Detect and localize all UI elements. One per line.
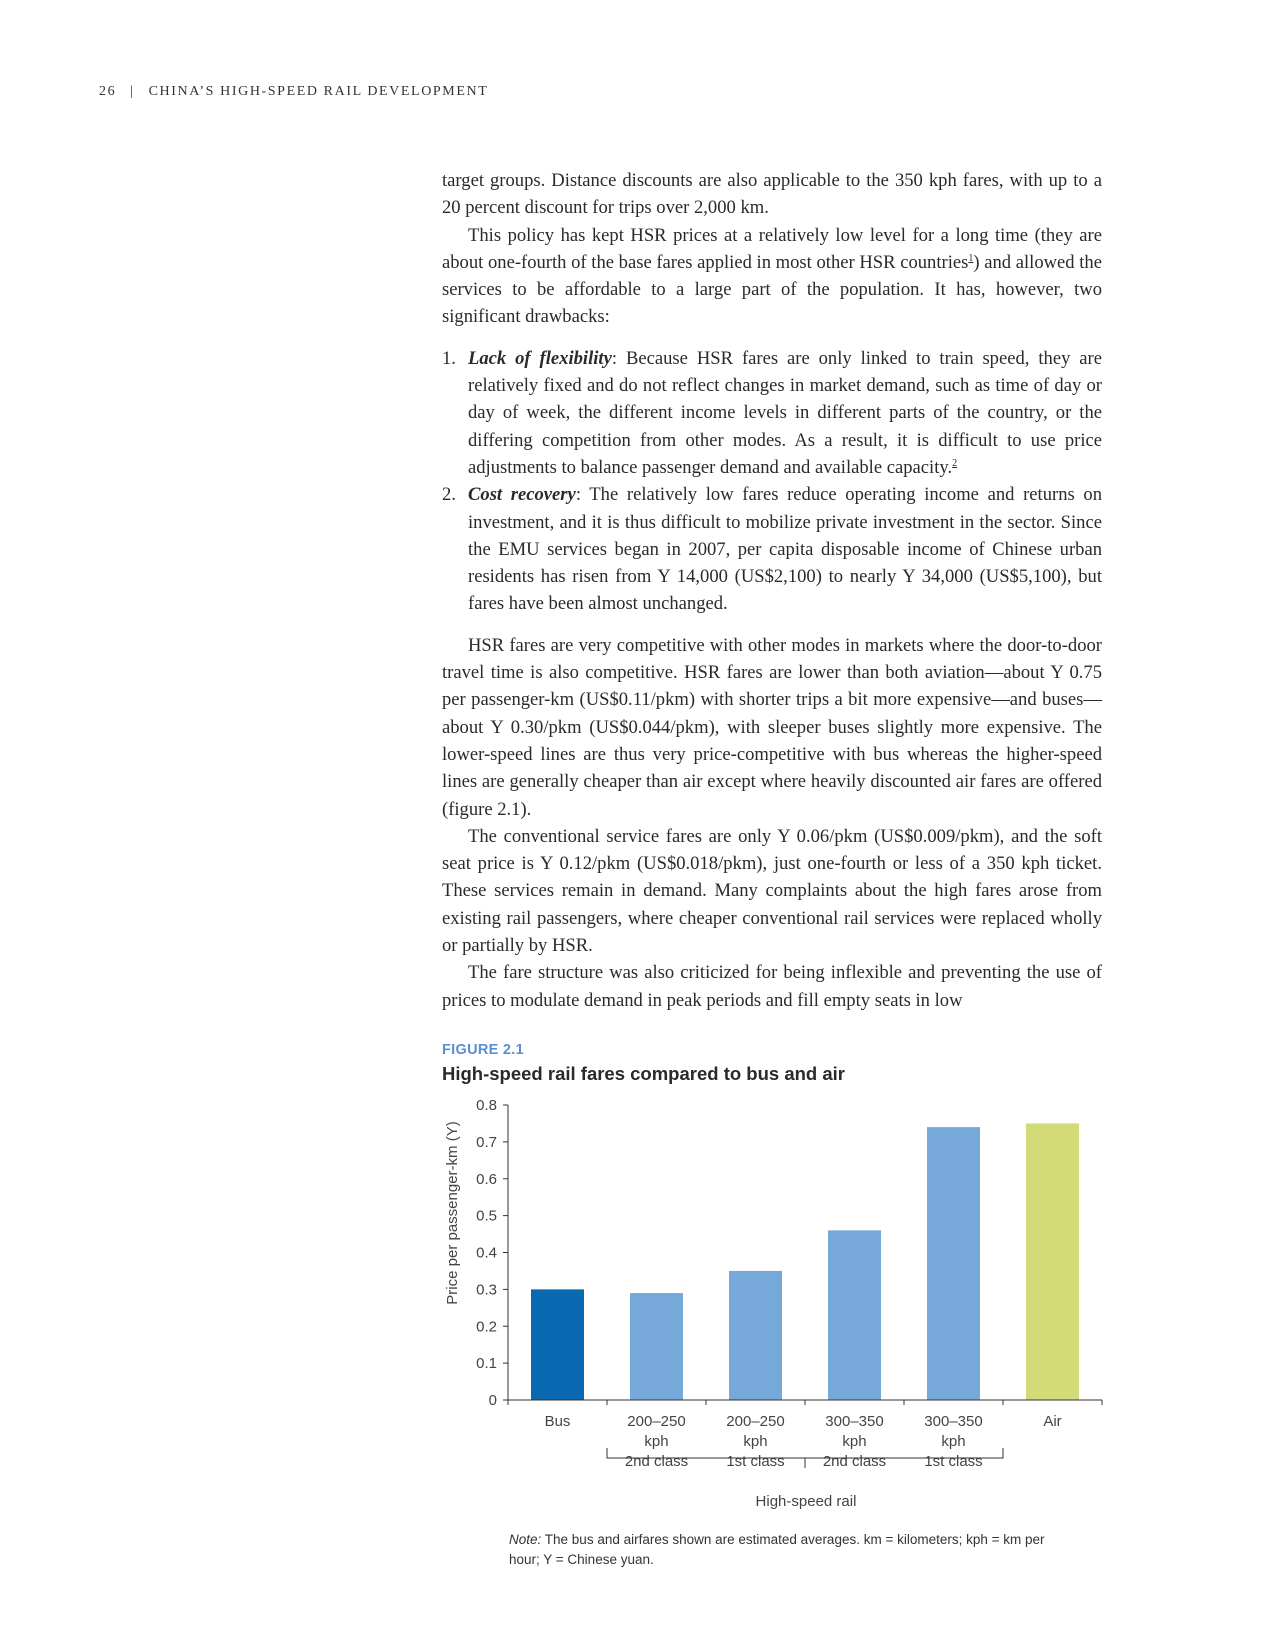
x-tick-label: Air: [1043, 1413, 1062, 1430]
figure-label: FIGURE 2.1: [442, 1042, 524, 1058]
bar: [531, 1289, 584, 1400]
y-tick-label: 0.2: [476, 1318, 497, 1336]
x-tick-label: kph: [941, 1433, 966, 1450]
paragraph-5: The fare structure was also criticized for being inflexible and preventing the use of prices to modulate demand in peak periods and fill empty seats in low: [442, 962, 1102, 1011]
note-text: The bus and airfares shown are estimated averages. km = kilometers; kph = km per hour; Y = Chinese yuan.: [509, 1532, 1045, 1567]
x-tick-label: 300–350: [924, 1413, 983, 1430]
y-tick-label: 0.1: [476, 1355, 497, 1373]
x-tick-label: 1st class: [924, 1453, 983, 1470]
footnote-ref-2[interactable]: 2: [952, 457, 958, 469]
running-title: CHINA’S HIGH-SPEED RAIL DEVELOPMENT: [148, 84, 489, 99]
paragraph-1: target groups. Distance discounts are also applicable to the 350 kph fares, with up to a 20 percent discount for trips over 2,000 km.: [442, 170, 1102, 219]
list-term: Lack of flexibility: [468, 347, 612, 369]
bar: [927, 1127, 980, 1400]
y-tick-label: 0.6: [476, 1170, 497, 1188]
bar: [729, 1271, 782, 1400]
y-axis: [476, 1097, 508, 1409]
x-tick-label: Bus: [544, 1413, 571, 1430]
y-tick-label: 0: [488, 1392, 497, 1409]
y-axis-title: Price per passenger-km (Y): [444, 1121, 461, 1305]
x-tick-label: kph: [842, 1433, 867, 1450]
y-tick-label: 0.4: [476, 1244, 497, 1262]
list-number: 1.: [442, 347, 456, 369]
list-text: : The relatively low fares reduce operating income and returns on investment, and it is thus difficult to mobilize private investment in the sector. Since the EMU services began in 2007, per capita disposable income of Chinese urban residents has risen from Y 14,000 (US$2,100) to nearly Y 34,000 (US$5,100), but fares have been almost unchanged.: [468, 484, 1102, 615]
page-number: 26: [99, 84, 117, 99]
y-tick-label: 0.3: [476, 1281, 497, 1299]
paragraph-2-text-a: This policy has kept HSR prices at a relatively low level for a long time (they are about one-fourth of the base fares applied in most other HSR countries: [442, 224, 1102, 273]
paragraph-3: HSR fares are very competitive with other modes in markets where the door-to-door travel time is also competitive. HSR fares are lower than both aviation—about Y 0.75 per passenger-km (US$0.11/pkm) with shorter trips a bit more expensive—and buses—about Y 0.30/pkm (US$0.044/pkm), with sleeper buses slightly more expensive. The lower-speed lines are thus very price-competitive with bus whereas the higher-speed lines are generally cheaper than air except where heavily discounted air fares are offered (figure 2.1).: [442, 634, 1102, 820]
y-tick-label: 0.8: [476, 1097, 497, 1114]
footnote-ref-1[interactable]: 1: [968, 252, 974, 264]
y-tick-label: 0.5: [476, 1207, 497, 1225]
list-term: Cost recovery: [468, 484, 576, 506]
figure-title: High-speed rail fares compared to bus and air: [442, 1063, 845, 1084]
x-tick-label: kph: [743, 1433, 768, 1450]
hsr-group-label: High-speed rail: [755, 1493, 857, 1510]
x-tick-label: kph: [644, 1433, 669, 1450]
y-tick-label: 0.7: [476, 1133, 497, 1151]
note-label: Note:: [509, 1532, 542, 1547]
bars: [531, 1123, 1079, 1400]
bar: [828, 1230, 881, 1400]
x-tick-label: 200–250: [726, 1413, 785, 1430]
x-tick-label: 200–250: [627, 1413, 686, 1430]
x-tick-label: 2nd class: [822, 1453, 887, 1470]
figure-note: [509, 1530, 1049, 1569]
list-number: 2.: [442, 484, 456, 506]
bar: [1026, 1123, 1079, 1400]
header-separator: |: [130, 84, 135, 99]
paragraph-2-text-b: ) and allowed the services to be affordable to a large part of the population. It has, however, two significant drawbacks:: [442, 251, 1102, 328]
x-tick-label: 300–350: [825, 1413, 884, 1430]
x-tick-label: 2nd class: [624, 1453, 689, 1470]
x-axis: [508, 1400, 1102, 1470]
x-tick-label: 1st class: [726, 1453, 785, 1470]
paragraph-4: The conventional service fares are only Y 0.06/pkm (US$0.009/pkm), and the soft seat price is Y 0.12/pkm (US$0.018/pkm), just one-fourth or less of a 350 kph ticket. These services remain in demand. Many complaints about the high fares arose from existing rail passengers, where cheaper conventional rail services were replaced wholly or partially by HSR.: [442, 825, 1102, 957]
bar: [630, 1293, 683, 1400]
list-text: : Because HSR fares are only linked to train speed, they are relatively fixed and do not reflect changes in market demand, such as time of day or day of week, the different income levels in different parts of the country, or the differing competition from other modes. As a result, it is difficult to use price adjustments to balance passenger demand and available capacity.: [468, 347, 1103, 478]
